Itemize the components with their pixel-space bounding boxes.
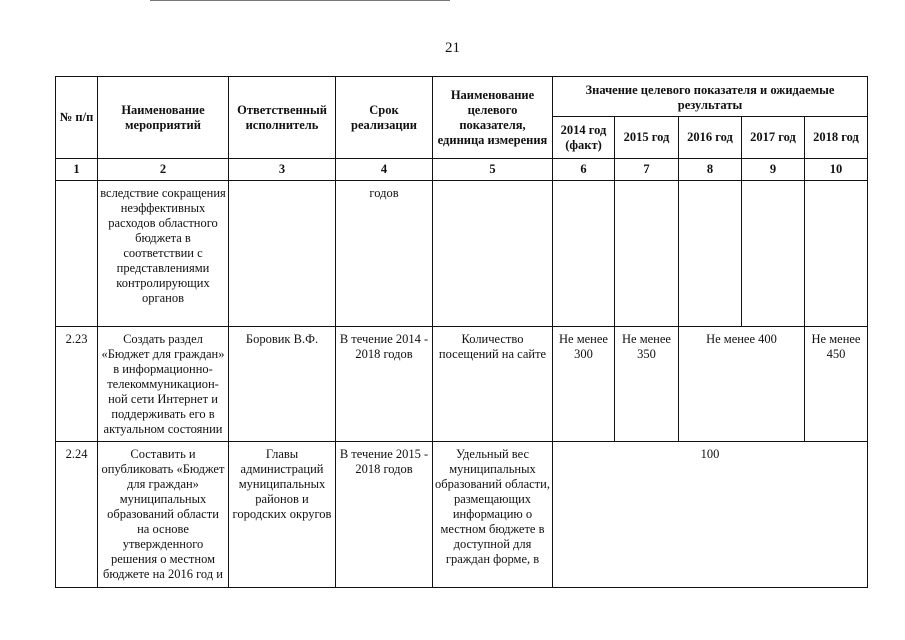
header-values-group: Значение целевого показателя и ожидаемые результаты [553,77,868,117]
column-number: 6 [553,159,615,181]
cell-executor: Главы администраций муниципальных районов и городских округов [229,442,336,588]
cell-num: 2.23 [56,327,98,442]
cell-value-2018 [805,181,868,327]
cell-value-2014: Не менее 300 [553,327,615,442]
header-term: Срок реализации [336,77,433,159]
column-number: 9 [742,159,805,181]
column-number: 3 [229,159,336,181]
header-year-2015: 2015 год [615,117,679,159]
cell-term: В течение 2014 - 2018 годов [336,327,433,442]
cell-event: вследствие сокращения неэффективных расходов областного бюджета в соответствии с представлениями контролирующих органов [98,181,229,327]
cell-term: годов [336,181,433,327]
cell-value-2014 [553,181,615,327]
column-number: 8 [679,159,742,181]
column-number: 1 [56,159,98,181]
column-number: 4 [336,159,433,181]
cell-value-all-years: 100 [553,442,868,588]
cell-indicator: Удельный вес муниципальных образований области, размещающих информацию о местном бюджете в доступной для граждан форме, в [433,442,553,588]
cell-indicator [433,181,553,327]
page-number: 21 [445,40,460,56]
cell-event: Составить и опубликовать «Бюджет для граждан» муниципальных образований области на основе утвержденного решения о местном бюджете на 2016 год и [98,442,229,588]
measures-table [55,76,868,588]
header-num: № п/п [56,77,98,159]
cell-executor [229,181,336,327]
cell-executor: Боровик В.Ф. [229,327,336,442]
table-row [56,442,868,588]
cell-value-2018: Не менее 450 [805,327,868,442]
cell-value-2015 [615,181,679,327]
header-year-2017: 2017 год [742,117,805,159]
cell-term: В течение 2015 - 2018 годов [336,442,433,588]
table-row [56,327,868,442]
cell-value-2016 [679,181,742,327]
cell-num [56,181,98,327]
cell-value-2016-2017: Не менее 400 [679,327,805,442]
cell-value-2017 [742,181,805,327]
column-number: 7 [615,159,679,181]
cell-num: 2.24 [56,442,98,588]
column-number: 2 [98,159,229,181]
column-number: 10 [805,159,868,181]
cell-value-2015: Не менее 350 [615,327,679,442]
header-year-2014: 2014 год (факт) [553,117,615,159]
header-executor: Ответственный исполнитель [229,77,336,159]
cell-indicator: Количество посещений на сайте [433,327,553,442]
header-indicator: Наименование целевого показателя, единица измерения [433,77,553,159]
header-year-2018: 2018 год [805,117,868,159]
header-rule [150,0,450,1]
header-event: Наименование мероприятий [98,77,229,159]
column-number: 5 [433,159,553,181]
cell-event: Создать раздел «Бюджет для граждан» в информационно-телекоммуникацион-ной сети Интернет и поддерживать его в актуальном состоянии [98,327,229,442]
header-year-2016: 2016 год [679,117,742,159]
table-row [56,181,868,327]
